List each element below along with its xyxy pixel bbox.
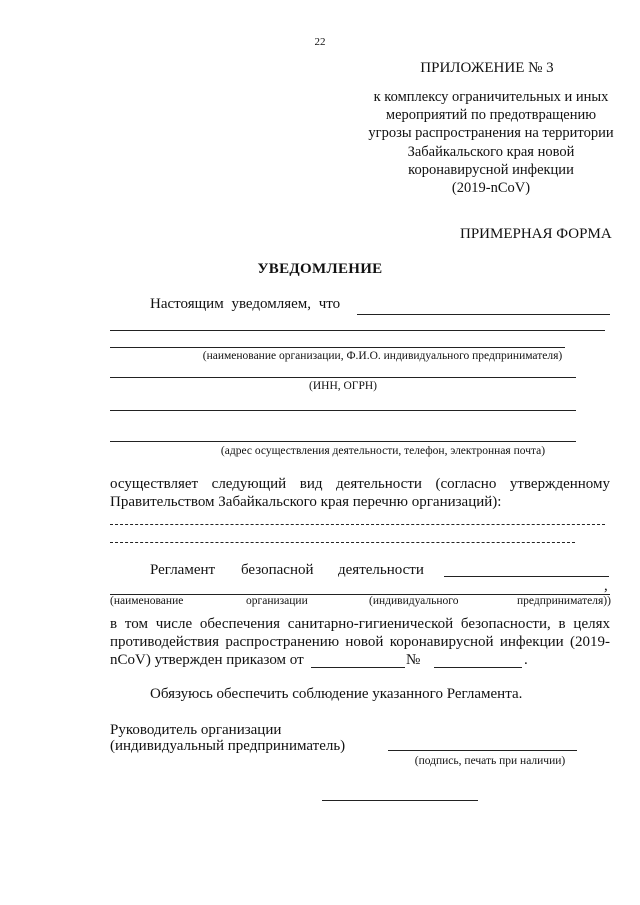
- regulation-caption-word: (индивидуального: [369, 595, 459, 607]
- notify-lead: Настоящим уведомляем, что: [150, 296, 341, 312]
- regulation-name-line[interactable]: [444, 576, 609, 577]
- signer-line-1: Руководитель организации: [110, 722, 282, 738]
- signature-line[interactable]: [388, 750, 577, 751]
- page-number: 22: [314, 36, 326, 48]
- activity-line-2[interactable]: [110, 542, 575, 543]
- regulation-caption-word: организации: [246, 595, 308, 607]
- regulation-period: .: [524, 652, 528, 668]
- org-name-line-3[interactable]: [110, 347, 565, 348]
- signer-line-2: (индивидуальный предприниматель): [110, 738, 346, 754]
- form-label: ПРИМЕРНАЯ ФОРМА: [460, 226, 612, 242]
- org-name-line-2[interactable]: [110, 330, 605, 331]
- activity-line[interactable]: [110, 524, 605, 525]
- regulation-caption-word: (наименование: [110, 595, 184, 607]
- regulation-word: деятельности: [338, 562, 424, 578]
- regulation-text-line-1: в том числе обеспечения санитарно-гигиенической безопасности, в целях: [110, 616, 610, 632]
- activity-text-line-2: Правительством Забайкальского края перечню организаций):: [110, 494, 502, 510]
- commitment-text: Обязуюсь обеспечить соблюдение указанного Регламента.: [150, 686, 523, 702]
- appendix-line: к комплексу ограничительных и иных: [373, 89, 609, 105]
- appendix-title: ПРИЛОЖЕНИЕ № 3: [420, 60, 554, 76]
- date-line[interactable]: [322, 800, 478, 801]
- regulation-comma: ,: [604, 578, 608, 594]
- org-name-caption: (наименование организации, Ф.И.О. индивидуального предпринимателя): [202, 350, 563, 362]
- appendix-line: мероприятий по предотвращению: [385, 107, 597, 124]
- address-line-2[interactable]: [110, 441, 576, 442]
- regulation-text-line-3: nCoV) утвержден приказом от: [110, 652, 304, 668]
- address-line[interactable]: [110, 410, 576, 411]
- order-number-sign: №: [406, 652, 421, 668]
- order-number-line[interactable]: [434, 667, 522, 668]
- org-name-line[interactable]: [357, 314, 610, 315]
- signature-caption: (подпись, печать при наличии): [414, 755, 566, 767]
- inn-caption: (ИНН, ОГРН): [309, 380, 377, 392]
- address-caption: (адрес осуществления деятельности, телефон, электронная почта): [220, 445, 546, 457]
- inn-line[interactable]: [110, 377, 576, 378]
- regulation-caption-word: предпринимателя)): [517, 595, 611, 607]
- regulation-word: безопасной: [241, 562, 314, 578]
- regulation-word: Регламент: [150, 562, 216, 578]
- appendix-line: (2019-nCoV): [451, 180, 531, 197]
- activity-text-line-1: осуществляет следующий вид деятельности (согласно утвержденному: [110, 476, 610, 492]
- appendix-line: коронавирусной инфекции: [408, 161, 574, 178]
- document-title: УВЕДОМЛЕНИЕ: [257, 261, 383, 277]
- regulation-text-line-2: противодействия распространению новой коронавирусной инфекции (2019-: [110, 634, 610, 650]
- appendix-line: угрозы распространения на территории: [368, 125, 614, 142]
- appendix-description: [355, 88, 627, 197]
- appendix-line: Забайкальского края новой: [407, 143, 575, 160]
- order-date-line[interactable]: [311, 667, 405, 668]
